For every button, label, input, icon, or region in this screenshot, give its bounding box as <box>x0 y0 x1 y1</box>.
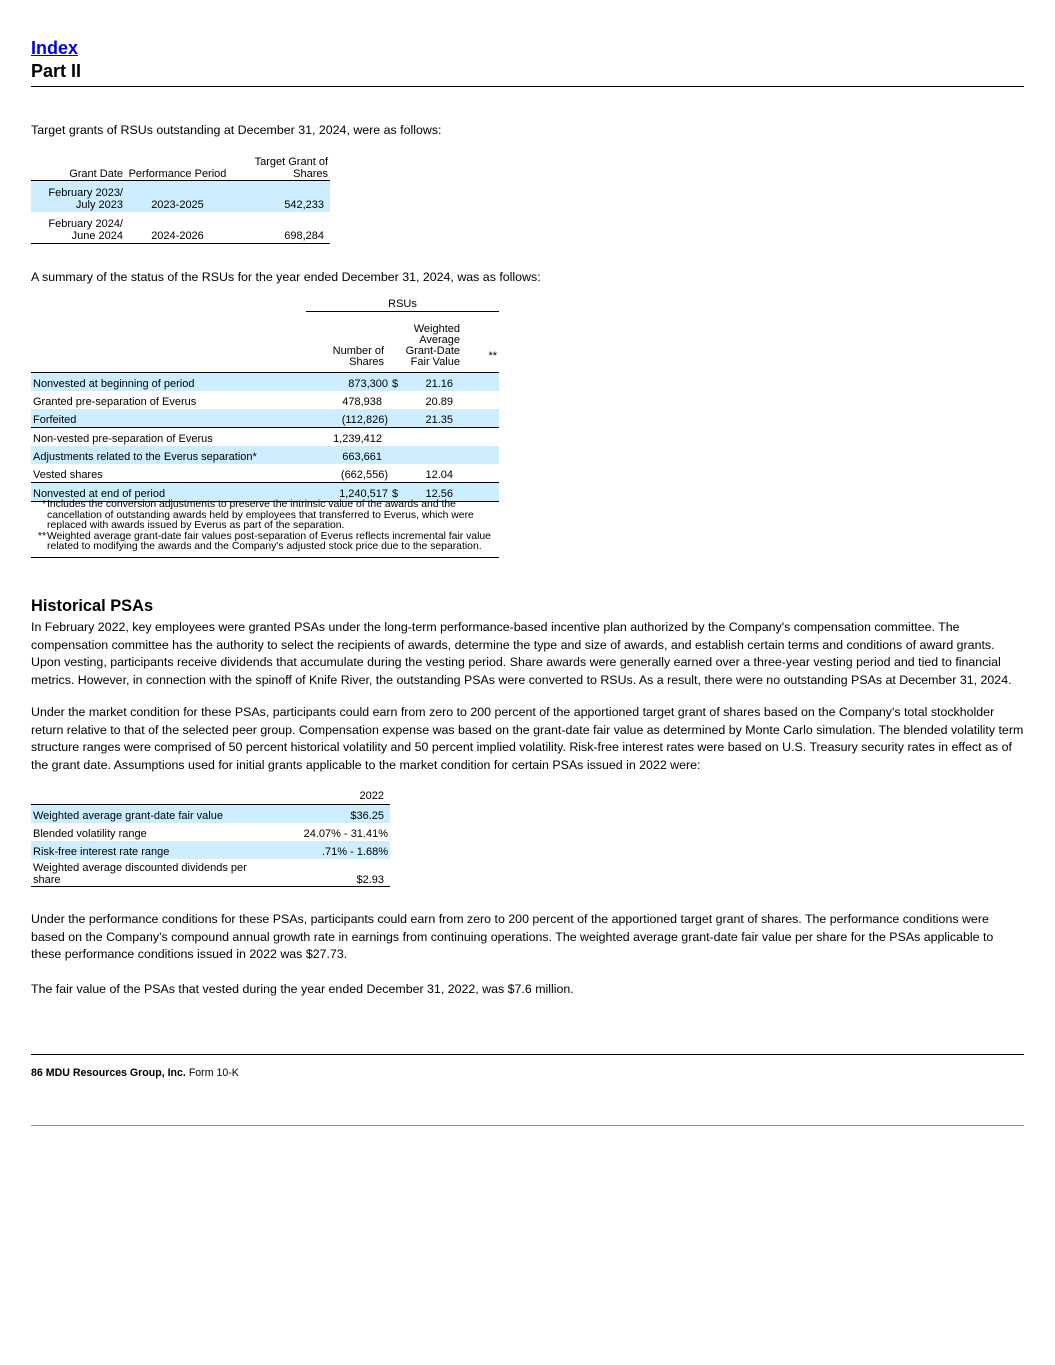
table-row <box>31 428 499 447</box>
psa-paragraph-1: In February 2022, key employees were granted PSAs under the long-term performance-based incentive plan authorized by the Company's compensation committee. The compensation committee has the authority to select the recipients of awards, determine the type and size of awards, and establish certain terms and conditions of award grants. Upon vesting, participants receive dividends that accumulate during the vesting period. Share awards were generally earned over a three-year vesting period and tied to financial metrics. However, in connection with the spinoff of Knife River, the outstanding PSAs were converted to RSUs. As a result, there were no outstanding PSAs at December 31, 2024. <box>31 620 1012 687</box>
row-label: Non-vested pre-separation of Everus <box>31 428 306 447</box>
table-row <box>31 446 499 464</box>
shares-cell: 1,239,412 <box>306 428 390 447</box>
table-row <box>31 805 390 824</box>
fair-value-cell: 20.89 <box>425 396 453 408</box>
table-row <box>31 391 499 409</box>
table-row <box>31 823 390 841</box>
psa-paragraph-4: The fair value of the PSAs that vested during the year ended December 31, 2022, was $7.6 million. <box>31 982 574 996</box>
table-header-row <box>31 153 330 181</box>
shares-cell: 1,240,517 <box>306 483 390 502</box>
page-number: 86 <box>31 1067 43 1079</box>
fair-value-cell <box>404 428 472 447</box>
row-label: Nonvested at end of period <box>31 483 306 502</box>
table-row <box>31 859 390 887</box>
col-header-grant-date: Grant Date <box>31 153 125 181</box>
fair-value-cell: 21.35 <box>404 409 472 428</box>
footnote <box>31 500 499 532</box>
footnote-marker: ** <box>472 312 499 373</box>
index-link[interactable]: Index <box>31 38 79 58</box>
value-cell: $36.25 <box>281 805 390 824</box>
form-type: Form 10-K <box>188 1067 239 1079</box>
shares-cell: 663,661 <box>306 446 390 464</box>
table-row <box>31 409 499 428</box>
col-header-target-grant: Target Grant of Shares <box>230 153 330 181</box>
table-header-row <box>31 312 499 373</box>
rsu-target-grants-table <box>31 153 330 244</box>
table-row <box>31 181 330 213</box>
footer-divider <box>31 1054 1024 1055</box>
col-header-2022: 2022 <box>281 786 390 805</box>
fair-value-cell: 12.04 <box>425 469 453 481</box>
footnote-mark: * <box>41 499 46 510</box>
row-label: Adjustments related to the Everus separation* <box>31 446 306 464</box>
shares-cell: (112,826) <box>306 409 390 428</box>
row-label: Weighted average grant-date fair value <box>31 805 281 824</box>
table-footnotes <box>31 500 499 558</box>
row-label: Nonvested at beginning of period <box>31 373 306 392</box>
part-title: Part II <box>31 61 82 81</box>
row-label: Blended volatility range <box>33 828 147 840</box>
fair-value-cell: 12.56 <box>404 483 472 502</box>
period-cell: 2023-2025 <box>125 181 230 213</box>
shares-cell: (662,556) <box>340 469 388 481</box>
grant-date-cell: February 2024/ June 2024 <box>31 212 125 244</box>
dollar-sign <box>390 464 404 483</box>
row-label: Granted pre-separation of Everus <box>33 396 197 408</box>
fair-value-cell <box>404 446 472 464</box>
fair-value-cell: 21.16 <box>404 373 472 392</box>
footnote-mark: ** <box>37 530 46 542</box>
company-name: MDU Resources Group, Inc. <box>45 1067 186 1079</box>
shares-cell: 478,938 <box>342 396 382 408</box>
page-end-divider <box>31 1125 1024 1126</box>
shares-cell: 873,300 <box>306 373 390 392</box>
row-label: Vested shares <box>33 469 103 481</box>
dollar-sign: $ <box>390 373 404 392</box>
row-label: Weighted average discounted dividends per share <box>31 859 281 887</box>
col-header-fair-value: Weighted Average Grant-Date Fair Value <box>390 312 472 373</box>
psa-assumptions-table <box>31 786 390 887</box>
dollar-sign <box>390 409 404 428</box>
footnote-text: Weighted average grant-date fair values post-separation of Everus reflects incremental fair value related to modifying the awards and the Company's adjusted stock price due to the separation. <box>47 530 491 553</box>
value-cell: 24.07% - 31.41% <box>303 828 388 840</box>
footnote-text: Includes the conversion adjustments to preserve the intrinsic value of the awards and the cancellation of outstanding awards held by employees that transferred to Everus, which were replaced with awards issued by Everus as part of the separation. <box>47 499 474 532</box>
col-header-performance-period: Performance Period <box>125 153 230 181</box>
shares-cell: 542,233 <box>230 181 330 213</box>
period-cell: 2024-2026 <box>125 212 230 244</box>
row-label: Forfeited <box>31 409 306 428</box>
dollar-sign <box>390 428 404 447</box>
row-label: Risk-free interest rate range <box>31 841 281 859</box>
rsu-status-summary-table <box>31 297 499 502</box>
group-header-row <box>31 297 499 312</box>
grant-date-cell: February 2023/ July 2023 <box>31 181 125 213</box>
table-row <box>31 212 330 244</box>
value-cell: $2.93 <box>281 859 390 887</box>
intro-rsu-grants: Target grants of RSUs outstanding at December 31, 2024, were as follows: <box>31 123 442 137</box>
table-row <box>31 841 390 859</box>
col-header-number-of-shares: Number of Shares <box>306 312 390 373</box>
dollar-sign: $ <box>390 483 404 502</box>
psa-paragraph-3: Under the performance conditions for these PSAs, participants could earn from zero to 200 percent of the apportioned target grant of shares. The performance conditions were based on the Company's compound annual growth rate in earnings from continuing operations. The weighted average grant-date fair value per share for the PSAs applicable to these performance conditions issued in 2022 was $27.73. <box>31 912 994 962</box>
page-footer <box>31 1067 239 1079</box>
table-row <box>31 373 499 392</box>
section-heading: Historical PSAs <box>31 597 154 615</box>
rsus-group-header: RSUs <box>306 297 499 312</box>
footnote <box>31 532 499 553</box>
header-divider <box>31 86 1024 87</box>
table-header-row <box>31 786 390 805</box>
dollar-sign <box>390 446 404 464</box>
dollar-sign <box>390 391 404 409</box>
intro-rsu-summary: A summary of the status of the RSUs for the year ended December 31, 2024, was as follows: <box>31 270 541 284</box>
value-cell: .71% - 1.68% <box>281 841 390 859</box>
table-row <box>31 464 499 483</box>
psa-paragraph-2: Under the market condition for these PSAs, participants could earn from zero to 200 percent of the apportioned target grant of shares based on the Company's total stockholder return relative to that of the selected peer group. Compensation expense was based on the grant-date fair value as determined by Monte Carlo simulation. The blended volatility term structure ranges were comprised of 50 percent historical volatility and 50 percent implied volatility. Risk-free interest rates were based on U.S. Treasury security rates in effect as of the grant date. Assumptions used for initial grants applicable to the market condition for certain PSAs issued in 2022 were: <box>31 705 1024 772</box>
shares-cell: 698,284 <box>230 212 330 244</box>
